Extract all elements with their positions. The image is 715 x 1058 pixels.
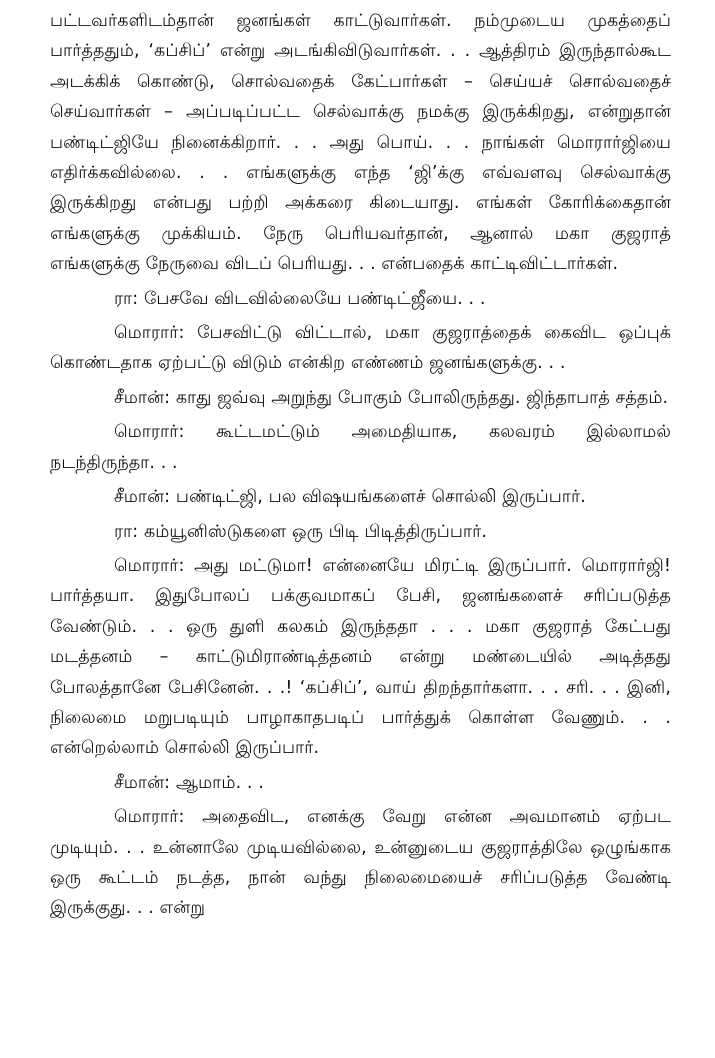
dialogue-line: ரா: கம்யூனிஸ்டுகளை ஒரு பிடி பிடித்திருப்பார். [114,521,488,542]
paragraph-continuation: பட்டவர்களிடம்தான் ஜனங்கள் காட்டுவார்கள். நம்முடைய முகத்தைப் பார்த்ததும், ‘கப்சிப்’ என்று அடங்கிவிடுவார்கள். . . ஆத்திரம் இருந்தால்கூட அடக்கிக் கொண்டு, சொல்வதைக் கேட்பார்கள் – செய்யச் சொல்வதைச் செய்வார்கள் – அப்படிப்பட்ட செல்வாக்கு நமக்கு இருக்கிறது, என்றுதான் பண்டிட்ஜியே நினைக்கிறார். . . அது பொய். . . நாங்கள் மொரார்ஜியை எதிர்க்கவில்லை. . . எங்களுக்கு எந்த ‘ஜி’க்கு எவ்வளவு செல்வாக்கு இருக்கிறது என்பது பற்றி அக்கரை கிடையாது. எங்கள் கோரிக்கைதான் எங்களுக்கு முக்கியம். நேரு பெரியவர்தான், ஆனால் மகா குஜராத் எங்களுக்கு நேருவை விடப் பெரியது. . . என்பதைக் காட்டிவிட்டார்கள். [50,11,671,275]
dialogue-line: ரா: பேசவே விடவில்லையே பண்டிட்ஜீயை. . . [114,288,486,309]
dialogue-line: மொரார்: கூட்டமட்டும் அமைதியாக, கலவரம் இல்லாமல் நடந்திருந்தா. . . [50,422,671,473]
dialogue-line: மொரார்: பேசவிட்டு விட்டால், மகா குஜராத்தைக் கைவிட ஒப்புக் கொண்டதாக ஏற்பட்டு விடும் என்கிற எண்ணம் ஜனங்களுக்கு. . . [50,323,671,374]
dialogue-line: சீமான்: பண்டிட்ஜி, பல விஷயங்களைச் சொல்லி இருப்பார். [114,487,586,508]
dialogue-line: மொரார்: அது மட்டுமா! என்னையே மிரட்டி இருப்பார். மொரார்ஜி! பார்த்தயா. இதுபோலப் பக்குவமாகப் பேசி, ஜனங்களைச் சரிப்படுத்த வேண்டும். . . ஒரு துளி கலகம் இருந்ததா . . . மகா குஜராத் கேட்பது மடத்தனம் – காட்டுமிராண்டித்தனம் என்று மண்டையில் அடித்தது போலத்தானே பேசினேன். . .! ‘கப்சிப்’, வாய் திறந்தார்களா. . . சரி. . . இனி, நிலைமை மறுபடியும் பாழாகாதபடிப் பார்த்துக் கொள்ள வேணும். . . என்றெல்லாம் சொல்லி இருப்பார். [50,555,671,759]
dialogue-line: மொரார்: அதைவிட, எனக்கு வேறு என்ன அவமானம் ஏற்பட முடியும். . . உன்னாலே முடியவில்லை, உன்னுடைய குஜராத்திலே ஒழுங்காக ஒரு கூட்டம் நடத்த, நான் வந்து நிலைமையைச் சரிப்படுத்த வேண்டி இருக்குது. . . என்று [50,807,671,919]
dialogue-line: சீமான்: ஆமாம். . . [114,772,264,793]
dialogue-line: சீமான்: காது ஜவ்வு அறுந்து போகும் போலிருந்தது. ஜிந்தாபாத் சத்தம். [114,387,669,408]
